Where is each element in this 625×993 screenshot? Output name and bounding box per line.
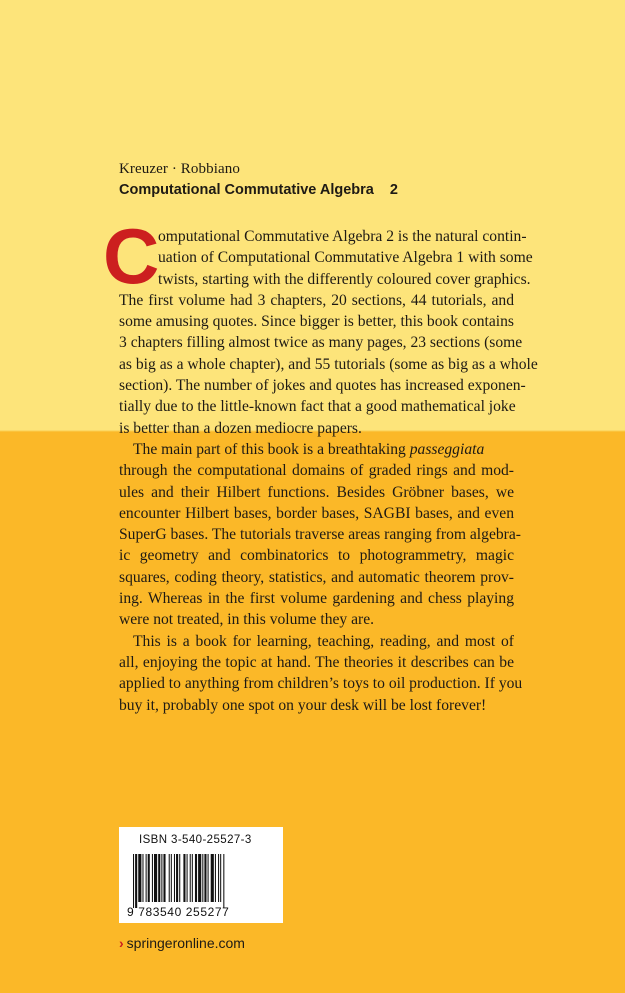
text-line: is better than a dozen mediocre papers. xyxy=(119,419,362,437)
text-line: twists, starting with the differently coloured cover graphics. xyxy=(158,270,531,288)
text-line: uation of Computational Commutative Algebra 1 with some xyxy=(158,249,533,267)
text-line: ic geometry and combinatorics to photogrammetry, magic xyxy=(119,547,514,565)
website-link[interactable] xyxy=(119,935,245,951)
paragraph-3 xyxy=(119,631,523,716)
isbn-barcode-box xyxy=(119,827,283,923)
paragraph-1 xyxy=(119,226,538,439)
volume-number: 2 xyxy=(389,182,398,198)
text-line: tially due to the little-known fact that a good mathematical joke xyxy=(119,398,516,416)
text-line: through the computational domains of graded rings and mod- xyxy=(119,462,514,480)
barcode-digits: 9 783540 255277 xyxy=(127,905,230,919)
website-url: springeronline.com xyxy=(126,935,245,951)
isbn-label: ISBN 3-540-25527-3 xyxy=(139,834,252,846)
paragraph-2 xyxy=(119,439,521,631)
text-line xyxy=(119,439,514,460)
text-line: all, enjoying the topic at hand. The theories it describes can be xyxy=(119,653,514,671)
text-line: encounter Hilbert bases, border bases, SAGBI bases, and even xyxy=(119,504,514,522)
text-segment: The main part of this book is a breathtaking xyxy=(133,440,410,458)
text-line: ing. Whereas in the first volume gardening and chess playing xyxy=(119,590,514,608)
text-line: some amusing quotes. Since bigger is better, this book contains xyxy=(119,313,514,331)
italic-term: passeggiata xyxy=(409,440,485,458)
text-line: applied to anything from children’s toys to oil production. If you xyxy=(119,675,523,693)
book-title-text: Computational Commutative Algebra xyxy=(119,182,374,198)
text-line: were not treated, in this volume they are. xyxy=(119,611,375,629)
book-title xyxy=(119,182,398,198)
text-line: as big as a whole chapter), and 55 tutorials (some as big as a whole xyxy=(119,355,538,373)
text-line: section). The number of jokes and quotes has increased exponen- xyxy=(119,377,526,395)
text-line: The first volume had 3 chapters, 20 sections, 44 tutorials, and xyxy=(119,291,514,309)
text-line: SuperG bases. The tutorials traverse areas ranging from algebra- xyxy=(119,526,521,544)
text-line: buy it, probably one spot on your desk will be lost forever! xyxy=(119,696,487,714)
authors: Kreuzer · Robbiano xyxy=(119,161,240,177)
drop-cap: C xyxy=(103,212,160,300)
text-line: 3 chapters filling almost twice as many pages, 23 sections (some xyxy=(119,334,523,352)
text-line: ules and their Hilbert functions. Besides Gröbner bases, we xyxy=(119,483,514,501)
blurb-text xyxy=(103,212,538,716)
chevron-right-icon: › xyxy=(119,935,124,951)
barcode-icon xyxy=(133,854,277,908)
text-line: squares, coding theory, statistics, and automatic theorem prov- xyxy=(119,568,514,586)
text-line: This is a book for learning, teaching, reading, and most of xyxy=(133,632,514,650)
text-line: omputational Commutative Algebra 2 is the natural contin- xyxy=(158,228,527,245)
